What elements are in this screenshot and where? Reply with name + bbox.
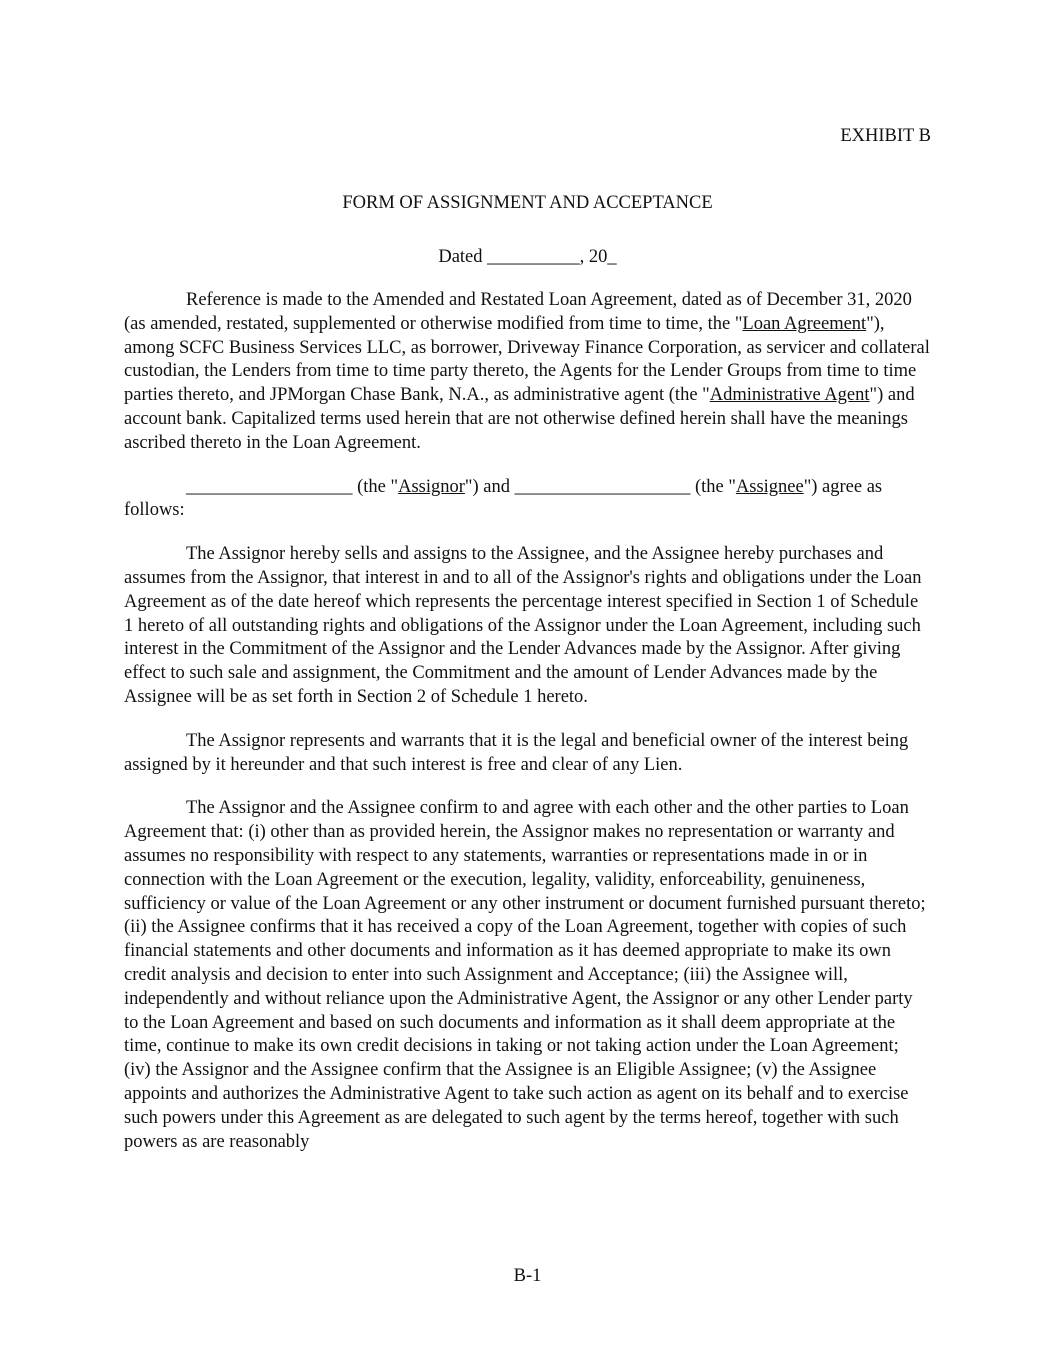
paragraph-representation: The Assignor represents and warrants that it is the legal and beneficial owner of the interest being assigned by it hereunder and that such interest is free and clear of any Lien.	[124, 730, 909, 775]
para-text: "), among SCFC Business Services LLC, as borrower, Driveway Finance Corporation, as servicer and collateral custodian, the Lenders from time to time party thereto, the Agents for the Lender Groups from time to time parties thereto, and JPMorgan Chase Bank, N.A., as administrative agent (the "	[124, 313, 930, 406]
defined-term-loan-agreement: Loan Agreement	[742, 313, 867, 334]
paragraph-confirmation: The Assignor and the Assignee confirm to and agree with each other and the other parties to Loan Agreement that: (i) other than as provided herein, the Assignor makes no representation or warranty and assumes no responsibility with respect to any statements, warranties or representations made in or in connection with the Loan Agreement or the execution, legality, validity, enforceability, genuineness, sufficiency or value of the Loan Agreement or any other instrument or document furnished pursuant thereto; (ii) the Assignee confirms that it has received a copy of the Loan Agreement, together with copies of such financial statements and other documents and information as it has deemed appropriate to make its own credit analysis and decision to enter into such Assignment and Acceptance; (iii) the Assignee will, independently and without reliance upon the Administrative Agent, the Assignor or any other Lender party to the Loan Agreement and based on such documents and information as it shall deem appropriate at the time, continue to make its own credit decisions in taking or not taking action under the Loan Agreement; (iv) the Assignor and the Assignee confirm that the Assignee is an Eligible Assignee; (v) the Assignee appoints and authorizes the Administrative Agent to take such action as agent on its behalf and to exercise such powers under this Agreement as are delegated to such agent by the terms hereof, together with such powers as are reasonably	[124, 798, 926, 1152]
paragraph-assignment: The Assignor hereby sells and assigns to the Assignee, and the Assignee hereby purchases and assumes from the Assignor, that interest in and to all of the Assignor's rights and obligations under the Loan Agreement as of the date hereof which represents the percentage interest specified in Section 1 of Schedule 1 hereto of all outstanding rights and obligations of the Assignor under the Loan Agreement, including such interest in the Commitment of the Assignor and the Lender Advances made by the Assignor. After giving effect to such sale and assignment, the Commitment and the amount of Lender Advances made by the Assignee will be as set forth in Section 2 of Schedule 1 hereto.	[124, 544, 922, 707]
defined-term-assignee: Assignee	[735, 476, 804, 497]
page-number: B-1	[513, 1266, 542, 1286]
paragraph-parties	[124, 476, 930, 524]
dated-line: Dated __________, 20_	[438, 247, 617, 267]
paragraph-reference	[124, 289, 930, 456]
para-text: ") and account bank. Capitalized terms used herein that are not otherwise defined herein shall have the meanings ascribed thereto in the Loan Agreement.	[124, 385, 915, 453]
defined-term-assignor: Assignor	[398, 476, 465, 497]
document-body	[124, 289, 930, 1174]
para-text: __________________ (the "	[186, 476, 399, 497]
exhibit-label: EXHIBIT B	[840, 126, 931, 146]
para-text: ") and ___________________ (the "	[464, 476, 736, 497]
para-text: ") agree as follows:	[124, 476, 883, 521]
defined-term-administrative-agent: Administrative Agent	[709, 385, 870, 406]
para-text: Reference is made to the Amended and Restated Loan Agreement, dated as of December 31, 2020 (as amended, restated, supplemented or otherwise modified from time to time, the "	[124, 290, 912, 334]
document-title: FORM OF ASSIGNMENT AND ACCEPTANCE	[342, 193, 713, 213]
